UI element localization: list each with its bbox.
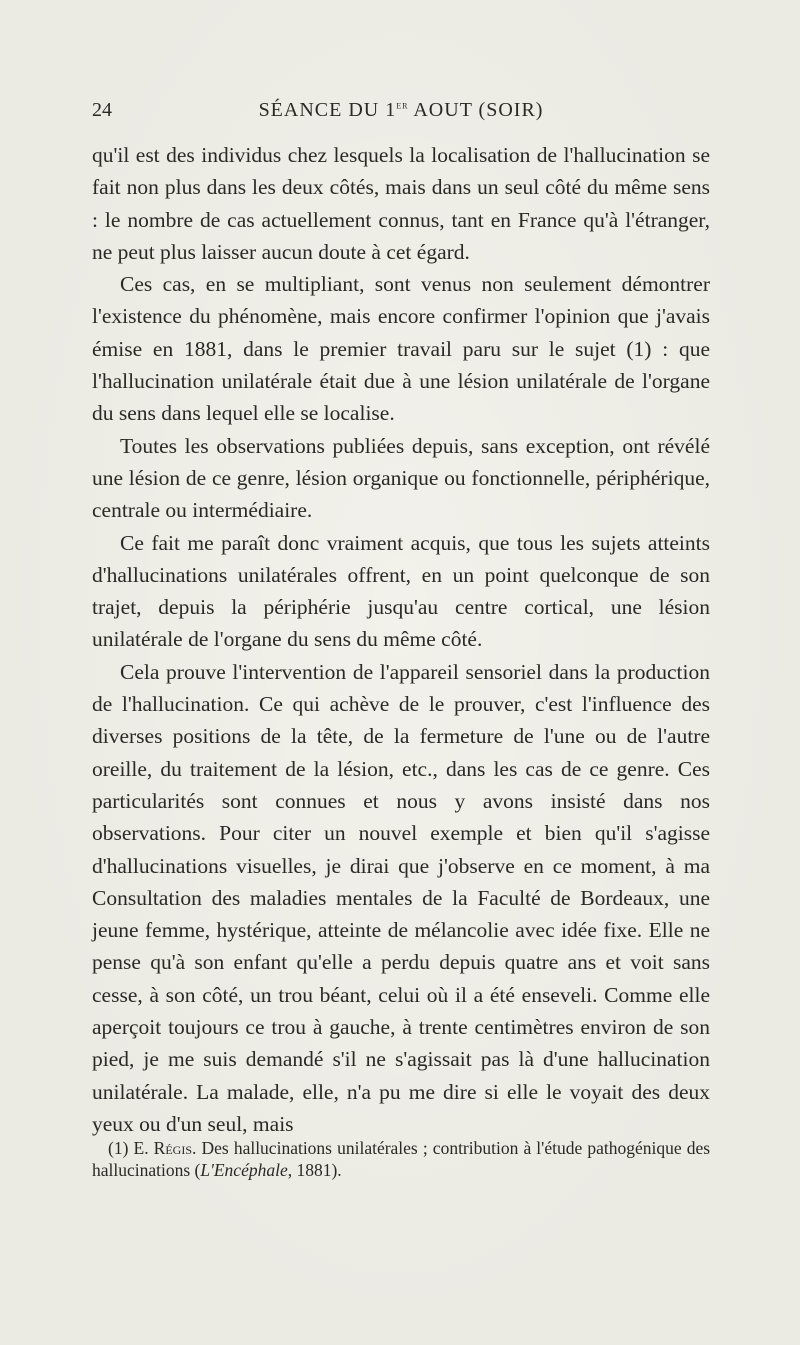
footnote-journal: L'Encéphale [200,1160,288,1180]
running-head-superscript: er [396,97,409,112]
paragraph-2: Ces cas, en se multipliant, sont venus non seulement démontrer l'existence du phénomène, mais encore confirmer l'opinion que j'avais émise en 1881, dans le premier travail paru sur le sujet (1) : que l'hallucination unilatérale était due à une lésion unilatérale de l'organe du sens dans lequel elle se localise. [92,272,710,426]
page-header [92,96,710,124]
footnote-author: E. Régis. [133,1138,197,1158]
footnote-1 [92,1137,710,1181]
running-head-main: SÉANCE DU 1 [258,99,397,121]
running-head [92,96,710,124]
running-head-tail: AOUT (SOIR) [408,99,544,121]
body-text [92,139,710,1140]
paragraph-5: Cela prouve l'intervention de l'appareil sensoriel dans la production de l'hallucination. Ce qui achève de le prouver, c'est l'influence des diverses positions de la tête, de la fermeture de l'une ou de l'autre oreille, du traitement de la lésion, etc., dans les cas de ce genre. Ces particularités sont connues et nous y avons insisté dans nos observations. Pour citer un nouvel exemple et bien qu'il s'agisse d'hallucinations visuelles, je dirai que j'observe en ce moment, à ma Consultation des maladies mentales de la Faculté de Bordeaux, une jeune femme, hystérique, atteinte de mélancolie avec idée fixe. Elle ne pense qu'à son enfant qu'elle a perdu depuis quatre ans et voit sans cesse, à son côté, un trou béant, celui où il a été enseveli. Comme elle aperçoit toujours ce trou à gauche, à trente centimètres environ de son pied, je me suis demandé s'il ne s'agissait pas là d'une hallucination unilatérale. La malade, elle, n'a pu me dire si elle le voyait des deux yeux ou d'un seul, mais [92,659,710,1136]
footnote-tail: , 1881). [287,1160,342,1180]
paragraph-1: qu'il est des individus chez lesquels la localisation de l'hallucination se fait non plus dans les deux côtés, mais dans un seul côté du même sens : le nombre de cas actuellement connus, tant en France qu'à l'étranger, ne peut plus laisser aucun doute à cet égard. [92,143,710,264]
footnotes [92,1137,710,1181]
footnote-text: Des hallucinations unilatérales ; contribution à l'étude pathogénique des hallucinations ( [92,1138,711,1180]
paragraph-4: Ce fait me paraît donc vraiment acquis, que tous les sujets atteints d'hallucinations unilatérales offrent, en un point quelconque de son trajet, depuis la périphérie jusqu'au centre cortical, une lésion unilatérale de l'organe du sens du même côté. [92,530,710,652]
footnote-marker: (1) [108,1138,134,1158]
page-number: 24 [92,99,112,121]
paragraph-3: Toutes les observations publiées depuis, sans exception, ont révélé une lésion de ce genre, lésion organique ou fonctionnelle, périphérique, centrale ou intermédiaire. [92,433,710,523]
